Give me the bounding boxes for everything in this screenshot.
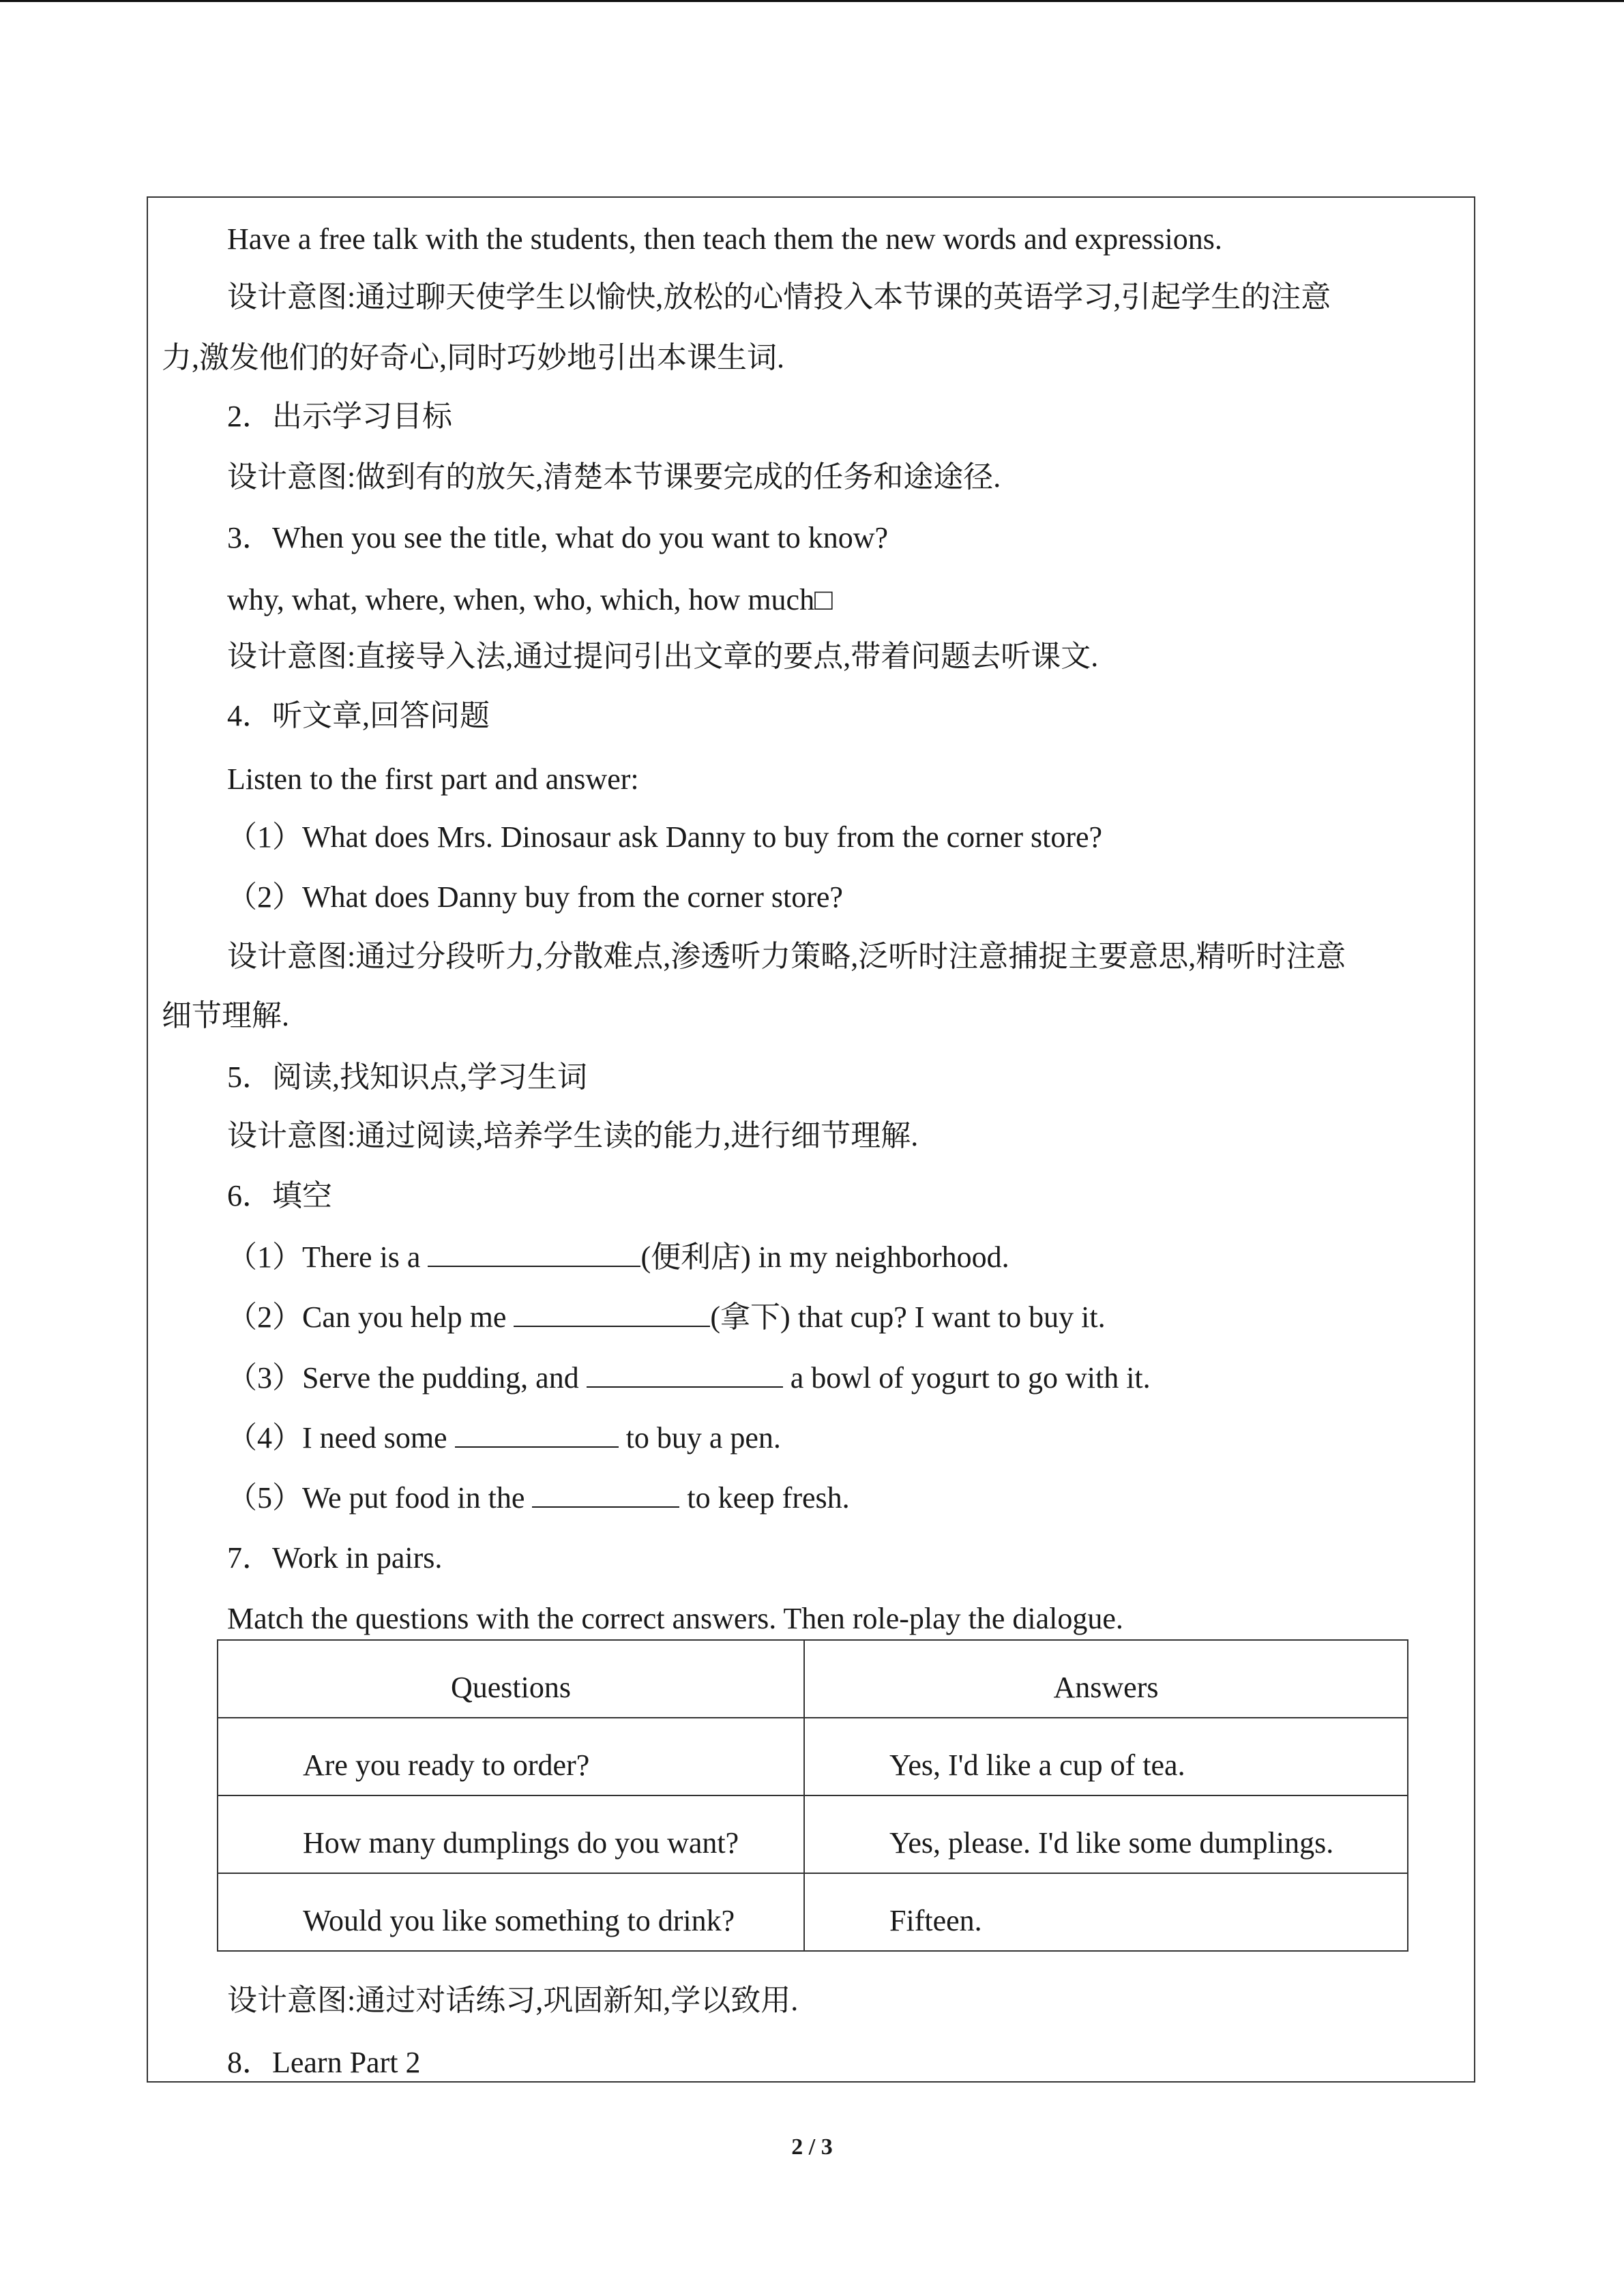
question-cell: Would you like something to drink? bbox=[218, 1873, 804, 1951]
text-line: 设计意图:通过对话练习,巩固新知,学以致用. bbox=[227, 1984, 799, 2017]
top-rule bbox=[0, 0, 1624, 2]
section-heading: 7．Work in pairs. bbox=[227, 1541, 443, 1575]
text-line: 设计意图:通过阅读,培养学生读的能力,进行细节理解. bbox=[227, 1119, 919, 1152]
header-questions: Questions bbox=[218, 1640, 804, 1718]
text-line: 细节理解. bbox=[162, 999, 289, 1032]
question-cell: Are you ready to order? bbox=[218, 1718, 804, 1795]
text-line: 设计意图:直接导入法,通过提问引出文章的要点,带着问题去听课文. bbox=[227, 640, 1099, 673]
text-line: 设计意图:做到有的放矢,清楚本节课要完成的任务和途途径. bbox=[227, 460, 1001, 494]
answer-cell: Yes, please. I'd like some dumplings. bbox=[804, 1795, 1408, 1873]
fill-blank-item: （5）We put food in the to keep fresh. bbox=[227, 1479, 850, 1517]
answer-cell: Fifteen. bbox=[804, 1873, 1408, 1951]
section-heading: 2．出示学习目标 bbox=[227, 400, 452, 433]
header-answers: Answers bbox=[804, 1640, 1408, 1718]
text-line: Match the questions with the correct answers. Then role-play the dialogue. bbox=[227, 1602, 1123, 1635]
question-item: （1）What does Mrs. Dinosaur ask Danny to buy from the corner store? bbox=[227, 820, 1103, 854]
section-heading: 4．听文章,回答问题 bbox=[227, 699, 490, 732]
table-header-row bbox=[218, 1640, 1408, 1718]
table-row bbox=[218, 1873, 1408, 1951]
fill-blank-item: （1）There is a (便利店) in my neighborhood. bbox=[227, 1238, 1009, 1277]
text-line: why, what, where, when, who, which, how much□ bbox=[227, 583, 833, 616]
fill-blank-item: （2）Can you help me (拿下) that cup? I want to buy it. bbox=[227, 1298, 1106, 1337]
table-row bbox=[218, 1795, 1408, 1873]
section-heading: 3．When you see the title, what do you want to know? bbox=[227, 521, 889, 554]
text-line: 力,激发他们的好奇心,同时巧妙地引出本课生词. bbox=[162, 341, 784, 374]
section-heading: 8．Learn Part 2 bbox=[227, 2046, 421, 2079]
answer-blank bbox=[587, 1359, 783, 1388]
section-heading: 5．阅读,找知识点,学习生词 bbox=[227, 1060, 587, 1094]
question-answer-table bbox=[217, 1639, 1408, 1952]
text-line: Listen to the first part and answer: bbox=[227, 762, 639, 796]
page-number: 2 / 3 bbox=[791, 2134, 833, 2160]
question-item: （2）What does Danny buy from the corner store? bbox=[227, 880, 843, 914]
question-cell: How many dumplings do you want? bbox=[218, 1795, 804, 1873]
answer-blank bbox=[514, 1298, 710, 1327]
fill-blank-item: （4）I need some to buy a pen. bbox=[227, 1419, 781, 1457]
answer-cell: Yes, I'd like a cup of tea. bbox=[804, 1718, 1408, 1795]
text-line: 设计意图:通过分段听力,分散难点,渗透听力策略,泛听时注意捕捉主要意思,精听时注意 bbox=[227, 940, 1346, 973]
text-line: 设计意图:通过聊天使学生以愉快,放松的心情投入本节课的英语学习,引起学生的注意 bbox=[227, 280, 1331, 314]
text-line: Have a free talk with the students, then teach them the new words and expressions. bbox=[227, 222, 1222, 256]
answer-blank bbox=[532, 1479, 679, 1508]
table-row bbox=[218, 1718, 1408, 1795]
fill-blank-item: （3）Serve the pudding, and a bowl of yogurt to go with it. bbox=[227, 1359, 1151, 1397]
answer-blank bbox=[455, 1419, 619, 1448]
answer-blank bbox=[428, 1238, 640, 1267]
section-heading: 6．填空 bbox=[227, 1179, 332, 1212]
